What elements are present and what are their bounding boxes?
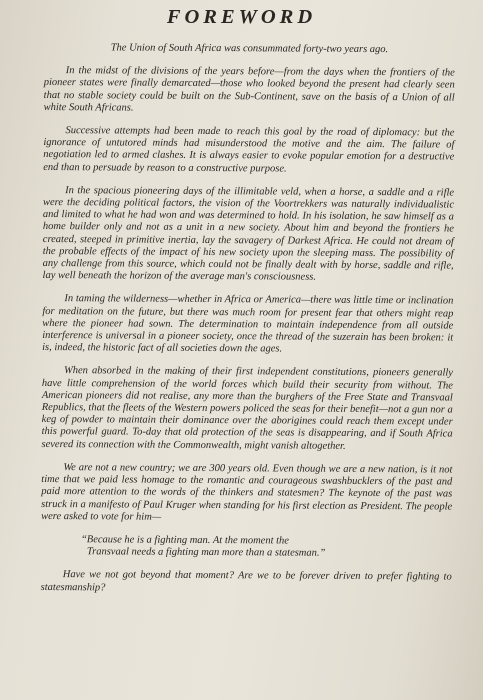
kruger-quote (41, 534, 452, 561)
quote-line-2: Transvaal needs a fighting man more than a statesman.” (86, 546, 326, 559)
paragraph-2: In the midst of the divisions of the years before—from the days when the frontiers of the pioneer states were finally demarcated—those who looked beyond the present had clearly seen that no stable society could be built on the Sub-Continent, save on the basis of a Union of all white South Africans. (43, 65, 455, 114)
paragraph-6: When absorbed in the making of their first independent constitutions, pioneers generally have little comprehension of the world forces which build their security from without. The American pioneers did not realise, any more than the burghers of the Free State and Transvaal Republics, that the fleets of the Western powers policed the seas for their benefit—not a gun nor a keg of powder to maintain their dominance over the aborigines could reach them except under this powerful guard. To-day that old protection of the seas is disappearing, and if South Africa severed its connection with the Commonwealth, might vanish altogether. (41, 365, 454, 452)
paragraph-3: Successive attempts had been made to reach this goal by the road of diplomacy: but the ignorance of untutored minds had misunderstood the motive and the aim. The failure of negotiation led to armed clashes. It is always easier to evoke popular emotion for a destructive end than to persuade by reason to a constructive purpose. (43, 125, 455, 175)
paragraph-7: We are not a new country; we are 300 years old. Even though we are a new nation, is it not time that we paid less homage to the romantic and courageous swashbucklers of the past and paid more attention to the words of the thinkers and statesmen? The keynote of the past was struck in a manifesto of Paul Kruger when standing for his first election as President. The people were asked to vote for him— (41, 462, 453, 523)
foreword-body (41, 42, 455, 596)
paragraph-1: The Union of South Africa was consummated forty-two years ago. (110, 42, 389, 56)
paragraph-5: In taming the wilderness—whether in Africa or America—there was little time or inclination for meditation on the future, but there was much room for present fear that others might reap where the pioneer had sown. The determination to maintain independence from all outside interference is universal in a pioneer society, once the thread of the suzerain has been broken: it is, indeed, the historic fact of all societies down the ages. (42, 293, 454, 355)
quote-line-1: “Because he is a fighting man. At the moment the (80, 534, 290, 547)
paragraph-4: In the spacious pioneering days of the illimitable veld, when a horse, a saddle and a rifle were the deciding political factors, the vision of the Voortrekkers was naturally individualistic and limited to what he had won and was determined to hold. In his isolation, he saw himself as a home builder only and not as a unit in a new society. About him and beyond the frontiers he created, steeped in primitive inertia, lay the savagery of Darkest Africa. He could not dream of the probable effects of the impact of his new society upon the sleeping mass. The possibility of any challenge from this source, which could not be finally dealt with by horse, saddle and rifle, lay well beneath the horizon of the average man's consciousness. (42, 184, 455, 283)
closing-paragraph: Have we not got beyond that moment? Are we to be forever driven to prefer fighting to statesmanship? (40, 569, 452, 593)
page-title: FOREWORD (166, 6, 317, 28)
